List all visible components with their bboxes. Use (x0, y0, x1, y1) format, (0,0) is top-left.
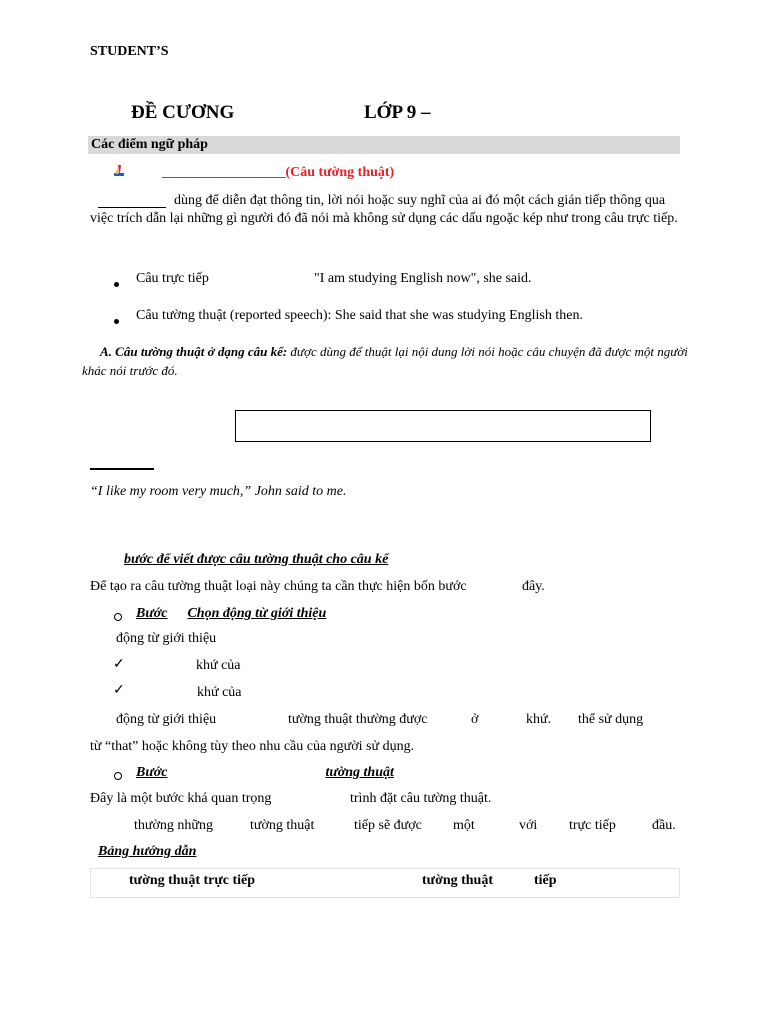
guide-heading-text: Bảng hướng dẫn (98, 844, 197, 859)
bullet-2 (114, 313, 119, 329)
check-icon: ✓ (113, 683, 125, 698)
step1-bullet (114, 610, 122, 626)
row-c-5: với (519, 818, 538, 833)
example-underline (90, 468, 154, 470)
check-icon: ✓ (113, 657, 125, 672)
part-a-desc-2: khác nói trước đó. (82, 363, 178, 378)
step2-heading (136, 765, 394, 781)
step2-label: Bước (136, 765, 168, 780)
bullet-1 (114, 276, 119, 292)
row-c-1: thường những (134, 818, 213, 833)
row-c-3: tiếp sẽ được (354, 818, 422, 833)
blank-line (98, 207, 166, 208)
steps-intro-end: đây. (522, 579, 545, 594)
row-a-4: khứ. (526, 712, 552, 727)
step2-title: tường thuật (325, 765, 394, 780)
step1-label: Bước (136, 606, 168, 621)
steps-intro: Để tạo ra câu tường thuật loại này chúng ta cần thực hiện bốn bước (90, 579, 467, 594)
grammar-bar-label: Các điểm ngữ pháp (91, 137, 208, 152)
part-a-heading: A. Câu tường thuật ở dạng câu kể: (100, 344, 288, 359)
steps-heading (98, 552, 388, 568)
check2-text: khứ của (197, 685, 242, 700)
step1-heading (136, 606, 326, 622)
page-title: ĐỀ CƯƠNG (131, 102, 235, 123)
row-a-1: động từ giới thiệu (116, 712, 217, 727)
row-c-7: đầu. (652, 818, 676, 833)
part-a-desc-1: được dùng để thuật lại nội dung lời nói hoặc câu chuyện đã được một người (287, 344, 688, 359)
part-a-line-1 (100, 344, 688, 360)
grade-title: LỚP 9 – (364, 102, 431, 123)
row-a-3: ở (471, 712, 479, 727)
pencil-icon (112, 164, 126, 178)
steps-heading-text: bước để viết được câu tường thuật cho câu kể (124, 552, 389, 567)
step2-line: Đây là một bước khá quan trọng (90, 791, 272, 806)
guide-col-3: tiếp (534, 873, 557, 888)
row-c-2: tường thuật (250, 818, 315, 833)
intro-line-1: dùng để diễn đạt thông tin, lời nói hoặc suy nghĩ của ai đó một cách gián tiếp thông qua (174, 193, 666, 208)
step2-bullet (114, 769, 122, 785)
students-label: STUDENT’S (90, 44, 169, 59)
step1-title: Chọn động từ giới thiệu (187, 606, 327, 621)
step1-line: động từ giới thiệu (116, 631, 217, 646)
example-direct-text: "I am studying English now", she said. (314, 271, 532, 286)
row-a-5: thể sử dụng (578, 712, 644, 727)
row-c-4: một (453, 818, 475, 833)
check1-text: khứ của (196, 658, 241, 673)
example-direct-label: Câu trực tiếp (136, 271, 209, 286)
guide-heading (98, 844, 234, 860)
row-c-6: trực tiếp (569, 818, 616, 833)
example-quote: “I like my room very much,” John said to me. (90, 484, 347, 499)
section-title-label: (Câu tường thuật) (285, 165, 395, 180)
row-a-2: tường thuật thường được (288, 712, 428, 727)
intro-line-2: việc trích dẫn lại những gì người đó đã nói mà không sử dụng các dấu ngoặc kép như trong câu trực tiếp. (90, 211, 678, 226)
formula-box (235, 410, 651, 442)
guide-col-1: tường thuật trực tiếp (129, 873, 256, 888)
example-reported: Câu tường thuật (reported speech): She said that she was studying English then. (136, 308, 583, 323)
section-title-blank: ___________________ (162, 165, 286, 180)
step2-line-end: trình đặt câu tường thuật. (350, 791, 492, 806)
guide-col-2: tường thuật (422, 873, 493, 888)
section-title (162, 165, 394, 181)
row-b: từ “that” hoặc không tùy theo nhu cầu của người sử dụng. (90, 739, 415, 754)
